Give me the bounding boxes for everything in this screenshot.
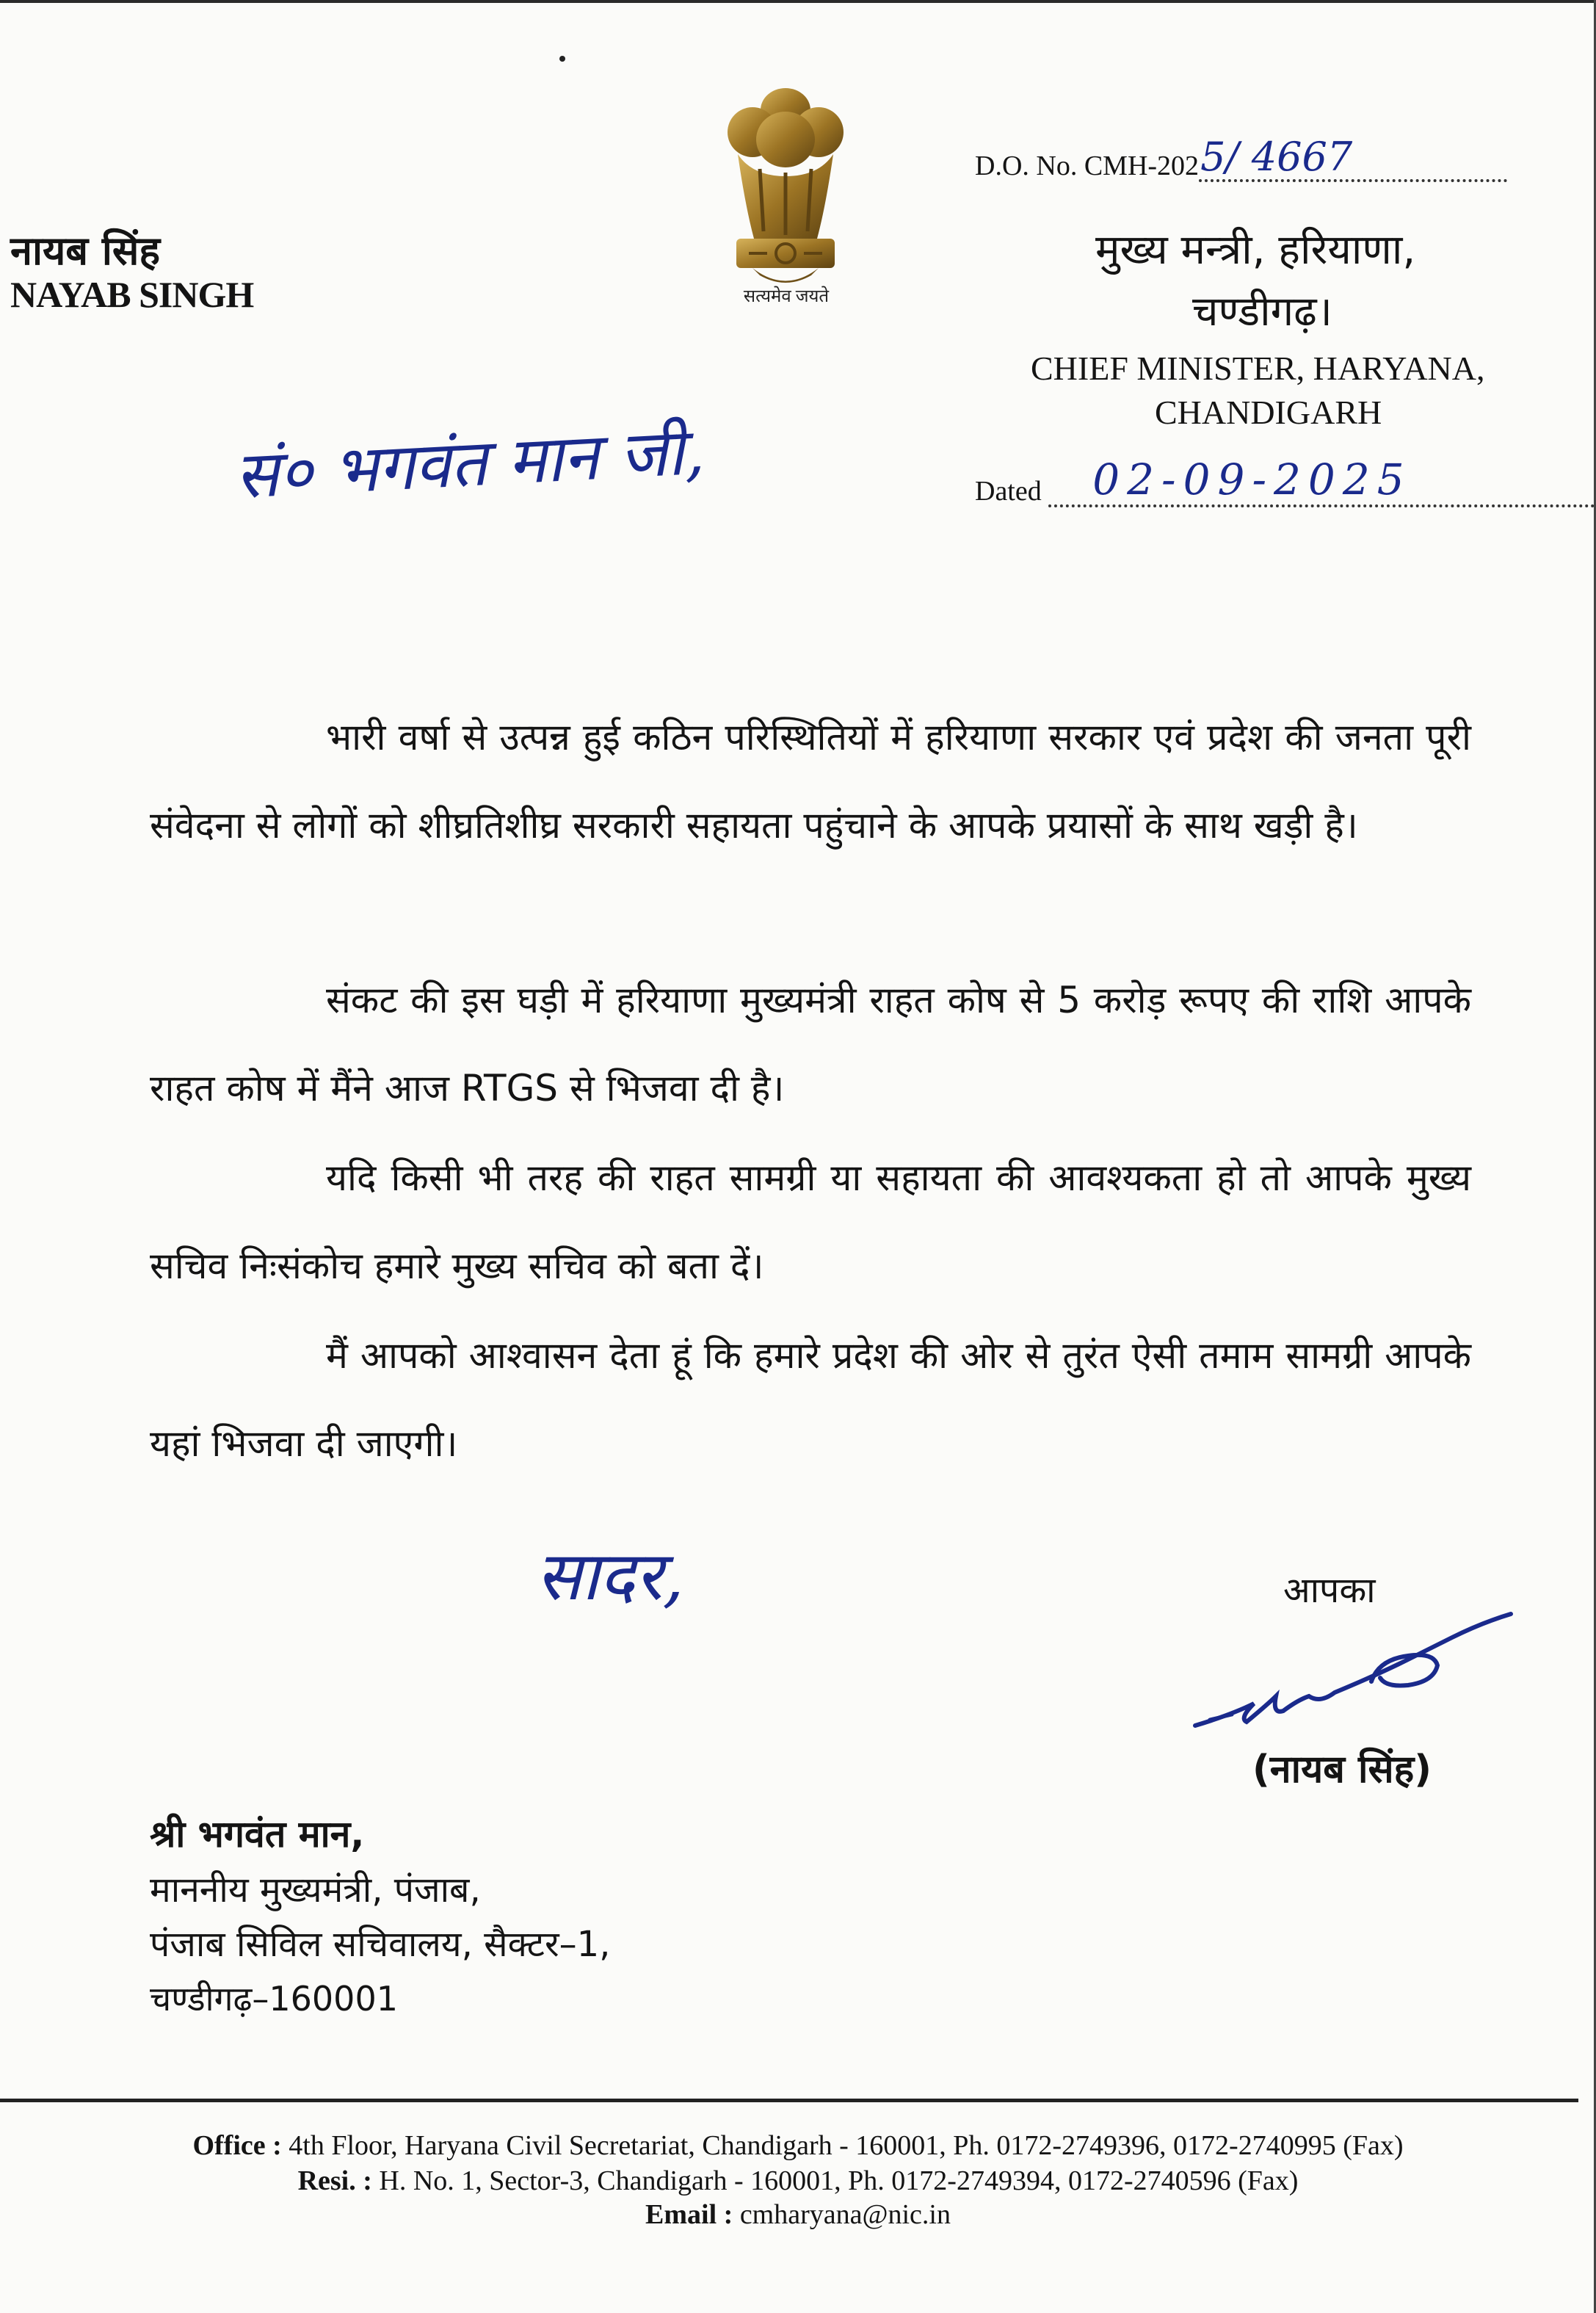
sender-name-english: NAYAB SINGH (10, 274, 254, 315)
dated-label: Dated (975, 476, 1042, 507)
footer-office-text: 4th Floor, Haryana Civil Secretariat, Chandigarh - 160001, Ph. 0172-2749396, 0172-2740995 (Fax) (281, 2130, 1404, 2161)
paragraph-text: संकट की इस घड़ी में हरियाणा मुख्यमंत्री राहत कोष से 5 करोड़ रूपए की राशि आपके राहत कोष में मैंने आज RTGS से भिजवा दी है। (150, 979, 1471, 1110)
do-number-label: D.O. No. CMH-202 (975, 151, 1200, 181)
scan-speck (559, 56, 565, 62)
do-number-row (975, 134, 1507, 182)
emblem-motto: सत्यमेव जयते (743, 287, 830, 306)
office-title-hindi-line1: मुख्य मन्त्री, हरियाणा, (1095, 226, 1416, 274)
dated-field (1048, 455, 1596, 507)
recipient-office: पंजाब सिविल सचिवालय, सैक्टर–1, (150, 1924, 611, 1965)
footer-email-label: Email : (645, 2199, 733, 2230)
signature-graphic (1188, 1579, 1515, 1740)
recipient-name: श्री भगवंत मान, (150, 1813, 365, 1856)
do-number-field (1199, 134, 1507, 182)
footer-email (0, 2198, 1596, 2231)
body-paragraph-3 (150, 1134, 1471, 1310)
body-paragraph-2 (150, 956, 1471, 1132)
footer-resi-label: Resi. : (297, 2165, 372, 2196)
dated-handwritten: 02-09-2025 (1092, 455, 1412, 504)
paragraph-text: मैं आपको आश्वासन देता हूं कि हमारे प्रदेश की ओर से तुरंत ऐसी तमाम सामग्री आपके यहां भिजवा दी जाएगी। (150, 1334, 1471, 1465)
do-number-handwritten: 5/ 4667 (1200, 134, 1353, 180)
recipient-designation: माननीय मुख्यमंत्री, पंजाब, (150, 1869, 481, 1911)
paragraph-text: यदि किसी भी तरह की राहत सामग्री या सहायता की आवश्यकता हो तो आपके मुख्य सचिव निःसंकोच हमारे मुख्य सचिव को बता दें। (150, 1156, 1471, 1287)
footer-email-text[interactable]: cmharyana@nic.in (733, 2199, 951, 2230)
closing-yours: आपका (1283, 1570, 1376, 1611)
office-title-hindi-line2: चण्डीगढ़। (1192, 288, 1332, 336)
office-title-english-line1: CHIEF MINISTER, HARYANA, (1031, 350, 1485, 387)
salutation-handwritten: सं० भगवंत मान जी, (233, 413, 706, 513)
dated-row (975, 455, 1596, 507)
footer-divider (0, 2099, 1578, 2102)
signature-icon (1188, 1579, 1515, 1740)
sender-name-hindi: नायब सिंह (10, 228, 161, 274)
paragraph-text: भारी वर्षा से उत्पन्न हुई कठिन परिस्थितियों में हरियाणा सरकार एवं प्रदेश की जनता पूरी संवेदना से लोगों को शीघ्रतिशीघ्र सरकारी सहायता पहुंचाने के आपके प्रयासों के साथ खड़ी है। (150, 716, 1471, 847)
signer-name: (नायब सिंह) (1252, 1748, 1432, 1792)
page-top-edge (0, 0, 1596, 3)
footer-resi-text: H. No. 1, Sector-3, Chandigarh - 160001, Ph. 0172-2749394, 0172-2740596 (Fax) (371, 2165, 1299, 2196)
national-emblem-icon (708, 81, 863, 323)
recipient-city: चण्डीगढ़–160001 (150, 1979, 398, 2019)
footer-office (0, 2129, 1596, 2162)
closing-regards-handwritten: सादर, (536, 1537, 684, 1615)
body-paragraph-4 (150, 1311, 1471, 1488)
footer-residence (0, 2165, 1596, 2197)
office-title-english-line2: CHANDIGARH (1155, 394, 1382, 431)
body-paragraph-1 (150, 693, 1471, 869)
footer-office-label: Office : (192, 2130, 282, 2161)
